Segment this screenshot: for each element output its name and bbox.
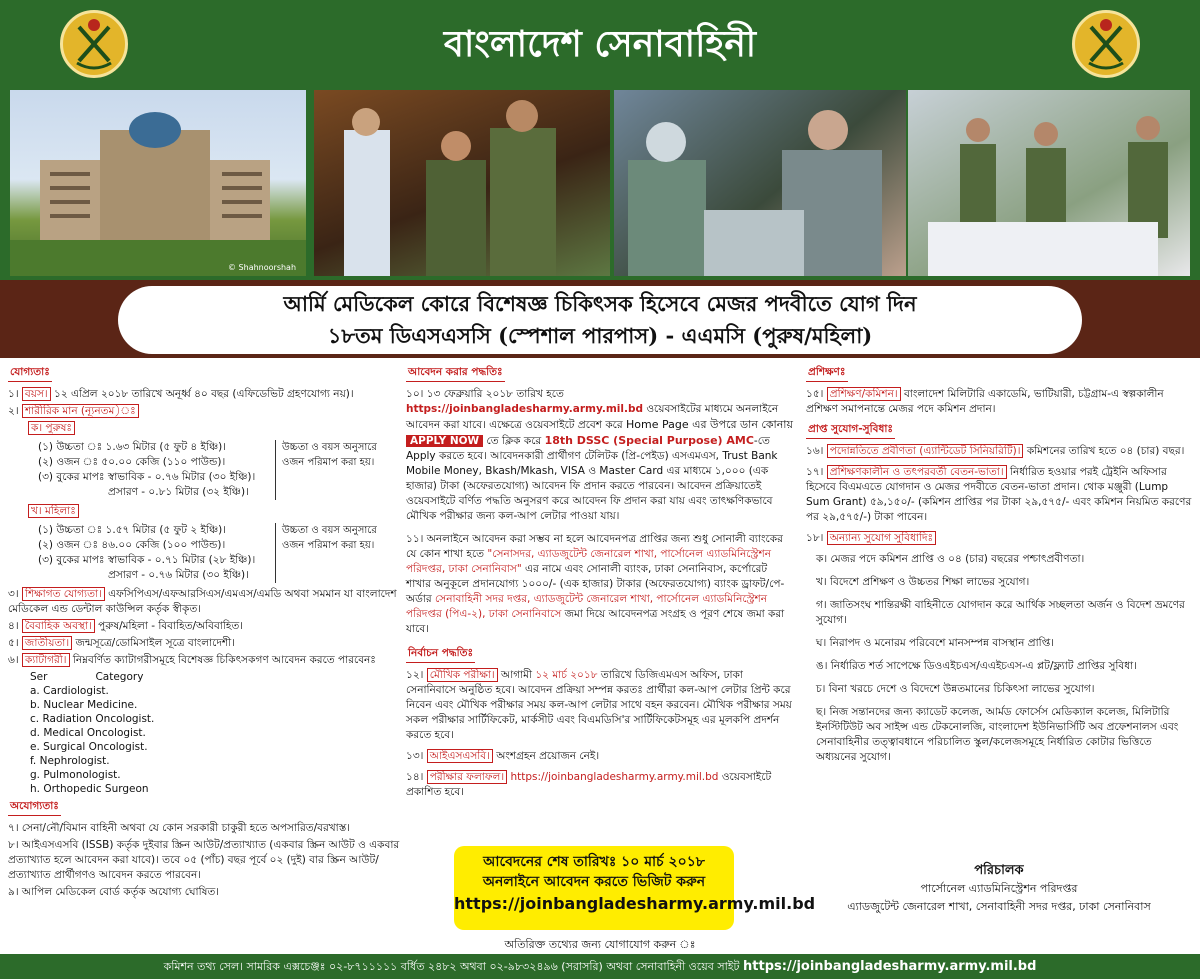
category-ser-header: Ser (30, 671, 48, 683)
headline-box (118, 286, 1082, 354)
viva-label: মৌখিক পরীক্ষা। (427, 668, 498, 682)
apply-method-heading: আবেদন করার পদ্ধতিঃ (406, 364, 505, 382)
deadline-visit: অনলাইনে আবেদন করতে ভিজিট করুন (482, 874, 706, 890)
select-13-num: ১৩। (406, 750, 424, 762)
nationality-item (8, 636, 400, 651)
category-label: ক্যাটাগরী। (22, 653, 70, 667)
female-weight: (২) ওজন ঃ ৪৬.০০ কেজি (১০০ পাউন্ড)। (38, 539, 226, 551)
signature-title: পরিচালক (974, 863, 1024, 878)
apply-10-text-b: ওয়েবসাইটের মাধ্যমে অনলাইনে আবেদন করা যাবে। এক্ষেত্রে ওয়েবসাইটে প্রবেশ করে (406, 403, 779, 431)
category-list (30, 670, 400, 796)
age-item (8, 387, 400, 402)
headline-line2: ১৮তম ডিএসএসসি (স্পেশাল পারপাস) - এএমসি (পুরুষ/মহিলা) (327, 323, 873, 348)
footer-bar (0, 954, 1200, 979)
disq-item-7: ৭। সেনা/নৌ/বিমান বাহিনী অথবা যে কোন সরকারী চাকুরী হতে অপসারিত/বরখাস্ত। (8, 822, 351, 834)
male-weight: (২) ওজন ঃ ৫০.০০ কেজি (১১০ পাউন্ড)। (38, 456, 226, 468)
training-benefits-column (806, 362, 1192, 767)
training-15-text: বাংলাদেশ মিলিটারি একাডেমি, ভাটিয়ারী, চট্টগ্রাম-এ স্বল্পকালীন প্রশিক্ষণ সমাপনান্তে মেজর পদে কমিশন প্রদান। (806, 388, 1164, 415)
select-12-text-a: আগামী (500, 669, 532, 681)
footer-contact: কমিশন তথ্য সেল। সামরিক এক্সচেঞ্জঃ ০২-৮৭১১১১১ বর্ধিত ২৪৮২ অথবা ০২-৯৮৩২৪৯৬ (সরাসরি) অথবা সেনাবাহিনী ওয়েব সাইট (163, 960, 740, 973)
photo-hospital-ward (908, 90, 1190, 276)
disq-item-9: ৯। আপিল মেডিকেল বোর্ড কর্তৃক অযোগ্য ঘোষিত। (8, 886, 220, 898)
physical-item (8, 404, 400, 419)
signature-dept: পার্সোনেল এ্যাডমিনিস্ট্রেশন পরিদপ্তর (920, 882, 1078, 895)
category-text: নিম্নবর্ণিত ক্যাটাগরীসমূহে বিশেষজ্ঞ চিকিৎসকগণ আবেদন করতে পারবেনঃ (72, 654, 376, 666)
select-14-text: ওয়েবসাইটে প্রকাশিত হবে। (406, 771, 772, 798)
deadline-box (454, 846, 816, 930)
select-12-text-b: তারিখে ডিজিএমএস অফিস, ঢাকা সেনানিবাসে অনুষ্ঠিত হবে। আবেদন প্রক্রিয়া সম্পন্ন করতঃ প্রার্থীরা কল-আপ লেটার প্রিন্ট করে নিবেন এবং মৌখিক পরীক্ষার সময় কল-আপ লেটার সাথে বহন করবেন। মৌখিক পরীক্ষার সময় সকল পরীক্ষার সার্টিফিকেট, মার্কসীট এবং বিএমডিসি'র সার্টিফিকেটসমূহ এর মূলকপি প্রদর্শন করতে হবে। (406, 669, 792, 741)
age-label: বয়স। (22, 387, 51, 401)
issb-label: আইএসএসবি। (427, 749, 493, 763)
category-item-c: c. Radiation Oncologist. (30, 713, 155, 725)
eligibility-heading: যোগ্যতাঃ (8, 364, 52, 382)
selection-heading: নির্বাচন পদ্ধতিঃ (406, 645, 475, 663)
male-label: ক। পুরুষঃ (28, 421, 75, 435)
benefit-chha: ছ। নিজ সন্তানদের জন্য ক্যাডেট কলেজ, আর্মড ফোর্সেস মেডিক্যাল কলেজ, মিলিটারি ইনস্টিটিউট অব সাইন্স এন্ড টেকনোলজি, বাংলাদেশ ইউনিভার্সিটি অব প্রফেশনালস এবং সেনাবাহিনীর তত্ত্বাবধানে পরিচালিত স্কুল/কলেজসমূহে নির্ধারিত কোটার ভিত্তিতে অধ্যয়নের সুযোগ। (816, 706, 1179, 763)
apply-11-office: সেনাবাহিনী সদর দপ্তর, এ্যাডজুটেন্ট জেনারেল শাখা, পার্সোনেল এ্যাডমিনিস্ট্রেশন পরিদপ্তর (পিএ-২), ঢাকা সেনানিবাসে (406, 593, 768, 620)
header-banner (0, 0, 1200, 88)
disq-item-8: ৮। আইএসএসবি (ISSB) কর্তৃক দুইবার স্ক্রিন আউট/প্রত্যাখ্যাত (একবার স্ক্রিন আউট ও একবার প্রত্যাখ্যাত হলে আবেদন করা যাবে)। তবে ০৫ (পাঁচ) বছর পূর্বে ০২ (দুই) বার স্ক্রিন আউট/প্রত্যাখ্যাত প্রার্থীগণও আবেদন করতে পারবেন। (8, 839, 400, 881)
age-text: ১২ এপ্রিল ২০১৮ তারিখে অনূর্ধ্ব ৪০ বছর (এফিডেভিট গ্রহণযোগ্য নয়)। (54, 388, 354, 400)
photo-credit: © Shahnoorshah (228, 263, 297, 272)
male-height: (১) উচ্চতা ঃ ১.৬৩ মিটার (৫ ফুট ৪ ইঞ্চি)। (38, 441, 227, 453)
footer-url[interactable]: https://joinbangladesharmy.army.mil.bd (743, 959, 1037, 974)
result-url[interactable]: https://joinbangladesharmy.army.mil.bd (510, 771, 719, 783)
marital-num: ৪। (8, 620, 19, 632)
other-benefits-label: অন্যান্য সুযোগ সুবিধাদিঃ (827, 531, 936, 545)
signature-branch: এ্যাডজুটেন্ট জেনারেল শাখা, সেনাবাহিনী সদর দপ্তর, ঢাকা সেনানিবাস (847, 900, 1151, 913)
physical-num: ২। (8, 405, 19, 417)
category-item-h: h. Orthopedic Surgeon (30, 783, 149, 795)
category-item-f: f. Nephrologist. (30, 755, 110, 767)
apply-now-button[interactable]: APPLY NOW (406, 435, 483, 447)
male-side-note: উচ্চতা ও বয়স অনুসারে ওজন পরিমাপ করা হয়। (275, 440, 400, 500)
benefit-ga: গ। জাতিসংঘ শান্তিরক্ষী বাহিনীতে যোগদান করে আর্থিক সচ্ছলতা অর্জন ও বিদেশ ভ্রমণের সুযোগ। (816, 599, 1185, 626)
female-block (8, 523, 400, 583)
nationality-label: জাতীয়তা। (22, 636, 72, 650)
photo-strip (0, 88, 1200, 280)
commission-label: প্রশিক্ষণ/কমিশন। (827, 387, 901, 401)
training-15-num: ১৫। (806, 388, 824, 400)
army-emblem-left (60, 10, 128, 78)
apply-10-intro: ১০। ১৩ ফেব্রুয়ারি ২০১৮ তারিখ হতে (406, 388, 564, 400)
apply-11-text-a: ১১। অনলাইনে আবেদন করা সম্ভব না হলে আবেদনপত্র প্রাপ্তির জন্য শুধু সোনালী ব্যাংকের যে কোন শাখা হতে (406, 533, 783, 560)
category-header (30, 670, 400, 684)
female-chest-expanded: প্রসারণ - ০.৭৬ মিটার (৩০ ইঞ্চি)। (108, 569, 249, 581)
signature-block (806, 862, 1192, 916)
benefit-17-num: ১৭। (806, 466, 824, 478)
benefit-item-18 (806, 531, 1192, 546)
education-text: এফসিপিএস/এফআরসিএস/এমএস/এমডি অথবা সমমান যা বাংলাদেশ মেডিকেল এন্ড ডেন্টাল কাউন্সিল কর্তৃক স্বীকৃত। (8, 588, 397, 615)
photo-surgery (614, 90, 906, 276)
headline-line1: আর্মি মেডিকেল কোরে বিশেষজ্ঞ চিকিৎসক হিসেবে মেজর পদবীতে যোগ দিন (283, 291, 917, 316)
category-head-header: Category (95, 671, 144, 683)
apply-item-11 (406, 532, 794, 637)
apply-11-payee: "সেনাসদর, এ্যাডজুটেন্ট জেনারেল শাখা, পার্সোনেল এ্যাডমিনিস্ট্রেশন পরিদপ্তর, ঢাকা সেনানিবাস" (406, 548, 771, 575)
army-emblem-right (1072, 10, 1140, 78)
benefit-item-17 (806, 465, 1192, 525)
male-block (8, 440, 400, 500)
education-label: শিক্ষাগত যোগ্যতা। (22, 587, 105, 601)
application-column (406, 362, 794, 802)
education-num: ৩। (8, 588, 19, 600)
select-12-num: ১২। (406, 669, 424, 681)
marital-label: বৈবাহিক অবস্থা। (22, 619, 95, 633)
apply-11-text-c: এর নামে এবং সোনালী ব্যাংক, ঢাকা সেনানিবাস, কর্পোরেট শাখার অনুকূলে প্রদানযোগ্য ১০০০/- (এক হাজার) টাকার (অফেরতযোগ্য) ব্যাংক ড্রাফট/পে-অর্ডার (406, 563, 785, 605)
benefit-17-text: নির্ধারিত হওয়ার পরই ট্রেইনি অফিসার হিসেবে বিএমএতে যোগদান ও মেজর পদবীতে বেতন-ভাতা প্রদান। থোক মঞ্জুরী (Lump Sum Grant) ৫৯,১৫০/- (কমিশন প্রাপ্তির পর টাকা ২৯,৫৭৫/- এবং কমিশন নিয়মিত করণের পর ২৯,৫৭৫/-) টাকা পাবেন। (806, 466, 1192, 523)
salary-label: প্রশিক্ষণকালীন ও তৎপরবর্তী বেতন-ভাতা। (827, 465, 1007, 479)
male-chest-expanded: প্রসারণ - ০.৮১ মিটার (৩২ ইঞ্চি)। (108, 486, 249, 498)
benefit-gha: ঘ। নিরাপদ ও মনোরম পরিবেশে মানসম্পন্ন বাসস্থান প্রাপ্তি। (816, 637, 1055, 649)
nationality-num: ৫। (8, 637, 19, 649)
benefit-umo: ঙ। নির্ধারিত শর্ত সাপেক্ষে ডিওএইচএস/এএইচএস-এ প্লট/ফ্ল্যাট প্রাপ্তির সুবিধা। (816, 660, 1137, 672)
apply-10-text-c: Home Page এর উপরে ডান কোনায় (626, 418, 793, 431)
eligibility-column (8, 362, 400, 902)
marital-item (8, 619, 400, 634)
benefit-16-text: কমিশনের তারিখ হতে ০৪ (চার) বছর। (1026, 445, 1185, 457)
education-item (8, 587, 400, 617)
select-item-12 (406, 668, 794, 743)
apply-10-text-f: -তে Apply করতে হবে। আবেদনকারী প্রার্থীগণ টেলিটক (প্রি-পেইড) এসএমএস, Trust Bank Mobile Money, Bkash/Mkash, VISA ও Master Card এর মাধ্যমে ১,০০০ (এক হাজার) টাকা (অফেরতযোগ্য) আবেদন ফি প্রদান করতে পারবেন। আবেদন প্রক্রিয়াতেই ওয়েবসাইটে বর্ণিত পদ্ধতি অনুসরণ করে আবেদন ফি প্রদান করা যায় এবং তাৎক্ষণিকভাবে মৌখিক পরীক্ষার জন্য কল-আপ লেটার পাওয়া যায়। (406, 435, 778, 522)
training-item-15 (806, 387, 1192, 417)
select-13-text: অংশগ্রহন প্রয়োজন নেই। (496, 750, 600, 762)
deadline-url[interactable]: https://joinbangladesharmy.army.mil.bd (454, 894, 816, 913)
nationality-text: জন্মসূত্রে/ডোমিসাইল সূত্রে বাংলাদেশী। (75, 637, 235, 649)
apply-10-text-d: তে ক্লিক করে (486, 435, 542, 447)
female-chest: (৩) বুকের মাপঃ স্বাভাবিক - ০.৭১ মিটার (২৮ ইঞ্চি)। (38, 554, 256, 566)
category-item (8, 653, 400, 668)
category-item-b: b. Nuclear Medicine. (30, 699, 138, 711)
benefit-kha: খ। বিদেশে প্রশিক্ষণ ও উচ্চতর শিক্ষা লাভের সুযোগ। (816, 576, 1030, 588)
category-item-e: e. Surgical Oncologist. (30, 741, 148, 753)
physical-label: শারীরিক মান (ন্যূনতম)ঃ (22, 404, 139, 418)
category-item-d: d. Medical Oncologist. (30, 727, 146, 739)
main-title: বাংলাদেশ সেনাবাহিনী (443, 23, 757, 65)
apply-10-url[interactable]: https://joinbangladesharmy.army.mil.bd (406, 403, 643, 415)
male-chest: (৩) বুকের মাপঃ স্বাভাবিক - ০.৭৬ মিটার (৩০ ইঞ্চি)। (38, 471, 256, 483)
select-item-14 (406, 770, 794, 800)
category-item-a: a. Cardiologist. (30, 685, 109, 697)
deadline-date: আবেদনের শেষ তারিখঃ ১০ মার্চ ২০১৮ (483, 854, 705, 870)
benefit-16-num: ১৬। (806, 445, 824, 457)
benefit-ka: ক। মেজর পদে কমিশন প্রাপ্তি ও ০৪ (চার) বছরের পশ্চাৎপ্রবীণতা। (816, 553, 1085, 565)
marital-text: পুরুষ/মহিলা - বিবাহিত/অবিবাহিত। (98, 620, 243, 632)
category-num: ৬। (8, 654, 19, 666)
benefit-18-num: ১৮। (806, 532, 824, 544)
age-num: ১। (8, 388, 19, 400)
category-item-g: g. Pulmonologist. (30, 769, 121, 781)
female-label: খ। মহিলাঃ (28, 504, 79, 518)
photo-officer-ceremony (314, 90, 610, 276)
female-height: (১) উচ্চতা ঃ ১.৫৭ মিটার (৫ ফুট ২ ইঞ্চি)। (38, 524, 227, 536)
apply-10-course: 18th DSSC (Special Purpose) AMC (544, 434, 754, 447)
result-label: পরীক্ষার ফলাফল। (427, 770, 507, 784)
disqualification-heading: অযোগ্যতাঃ (8, 798, 61, 816)
apply-item-10 (406, 387, 794, 524)
female-side-note: উচ্চতা ও বয়স অনুসারে ওজন পরিমাপ করা হয়। (275, 523, 400, 583)
seniority-label: পদোন্নতিতে প্রবীণতা (এ্যান্টিডেট সিনিয়রিটি)। (827, 444, 1024, 458)
apply-11-text-e: জমা দিয়ে আবেদনপত্র সংগ্রহ ও পূরণ শেষে জমা করা যাবে। (406, 608, 785, 635)
select-14-num: ১৪। (406, 771, 424, 783)
footer-info: অতিরিক্ত তথ্যের জন্য যোগাযোগ করুন ঃ (504, 938, 696, 951)
select-item-13 (406, 749, 794, 764)
benefit-item-16 (806, 444, 1192, 459)
training-heading: প্রশিক্ষণঃ (806, 364, 848, 382)
viva-date: ১২ মার্চ ২০১৮ (535, 669, 598, 681)
benefit-cha: চ। বিনা খরচে দেশে ও বিদেশে উন্নতমানের চিকিৎসা লাভের সুযোগ। (816, 683, 1095, 695)
photo-hospital-building (10, 90, 306, 276)
benefits-heading: প্রাপ্ত সুযোগ-সুবিধাঃ (806, 421, 895, 439)
